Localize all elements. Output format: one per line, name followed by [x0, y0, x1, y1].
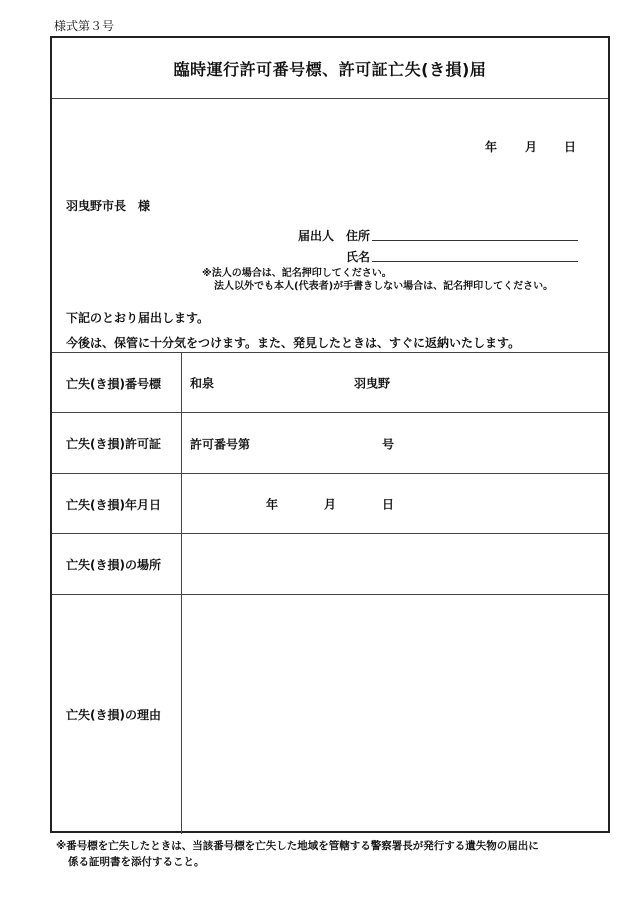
loss-date-day: 日 [382, 497, 395, 512]
loss-date-year: 年 [266, 497, 279, 512]
plate-value[interactable] [182, 353, 608, 413]
table-row-reason [52, 594, 608, 834]
name-field[interactable] [372, 261, 578, 262]
loss-place-label: 亡失(き損)の場所 [52, 534, 182, 595]
permit-number-suffix: 号 [382, 437, 395, 451]
address-field[interactable] [372, 240, 578, 241]
footnote [56, 838, 616, 870]
plate-label: 亡失(き損)番号標 [52, 353, 182, 413]
addressee: 羽曳野市長 様 [66, 199, 151, 213]
date-month-label: 月 [525, 140, 538, 154]
applicant-note-2: 法人以外でも本人(代表者)が手書きしない場合は、記名押印してください。 [214, 281, 554, 292]
address-label: 住所 [346, 229, 371, 243]
footnote-line-1: ※番号標を亡失したときは、当該番号標を亡失した地域を管轄する警察署長が発行する遺失物の届出に [56, 840, 539, 852]
loss-place-value[interactable] [182, 534, 608, 595]
form-frame [50, 36, 610, 833]
table-row-permit [52, 412, 608, 474]
table-row-place [52, 533, 608, 595]
permit-value[interactable] [182, 413, 608, 474]
name-label: 氏名 [346, 250, 371, 264]
loss-date-value[interactable] [182, 474, 608, 534]
plate-region-izumi: 和泉 [190, 376, 215, 391]
permit-number-prefix: 許可番号第 [190, 437, 251, 451]
table-row-date [52, 473, 608, 534]
applicant-label: 届出人 [298, 229, 335, 243]
form-title: 臨時運行許可番号標、許可証亡失(き損)届 [52, 38, 608, 99]
loss-reason-label: 亡失(き損)の理由 [52, 595, 182, 834]
footnote-line-2: 係る証明書を添付すること。 [68, 856, 205, 868]
statement-line-2: 今後は、保管に十分気をつけます。また、発見したときは、すぐに返納いたします。 [66, 336, 521, 350]
applicant-note-1: ※法人の場合は、記名押印してください。 [202, 268, 392, 279]
statement-line-1: 下記のとおり届出します。 [66, 311, 210, 325]
date-year-label: 年 [485, 140, 498, 154]
date-day-label: 日 [564, 140, 577, 154]
loss-reason-value[interactable] [182, 595, 608, 834]
plate-region-habikino: 羽曳野 [354, 376, 391, 391]
loss-date-month: 月 [324, 497, 337, 512]
loss-date-label: 亡失(き損)年月日 [52, 474, 182, 534]
table-row-plate [52, 352, 608, 413]
form-number: 様式第３号 [54, 19, 115, 33]
permit-label: 亡失(き損)許可証 [52, 413, 182, 474]
